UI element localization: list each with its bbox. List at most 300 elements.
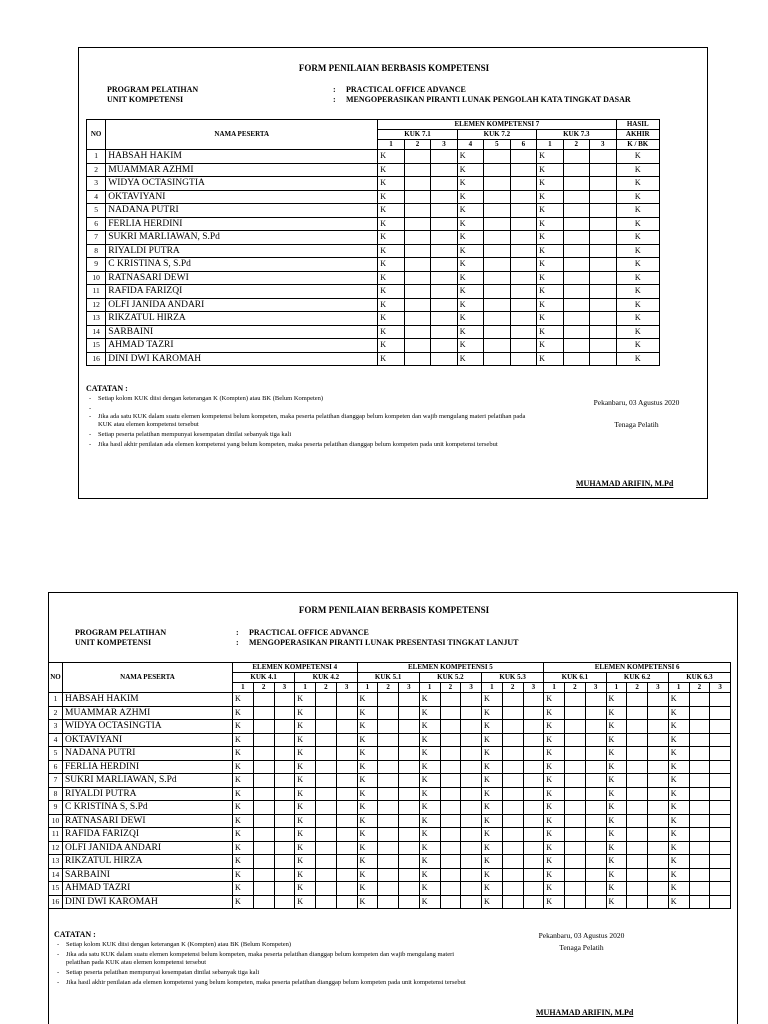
score-cell: K (233, 814, 254, 828)
score-cell: K (378, 163, 404, 177)
result-cell: K (616, 217, 659, 231)
score-cell: K (357, 774, 378, 788)
score-cell (523, 841, 544, 855)
table-row (87, 298, 660, 312)
score-cell (648, 855, 669, 869)
score-cell (648, 706, 669, 720)
sub-col: 2 (316, 683, 337, 693)
score-cell (431, 217, 457, 231)
row-number: 3 (87, 177, 106, 191)
score-cell: K (419, 828, 440, 842)
score-cell (563, 285, 589, 299)
score-cell (510, 312, 536, 326)
participant-name: AHMAD TAZRI (63, 882, 233, 896)
score-cell (253, 733, 274, 747)
score-cell (590, 352, 617, 366)
score-cell: K (357, 868, 378, 882)
score-cell: K (419, 855, 440, 869)
participant-name: RIYALDI PUTRA (63, 787, 233, 801)
result-cell: K (616, 258, 659, 272)
kuk-header: KUK 5.3 (482, 673, 544, 683)
score-cell (565, 720, 586, 734)
score-cell: K (378, 339, 404, 353)
score-cell (689, 693, 710, 707)
score-cell (585, 693, 606, 707)
score-cell: K (233, 841, 254, 855)
score-cell (563, 312, 589, 326)
score-cell (510, 150, 536, 164)
participant-name: SUKRI MARLIAWAN, S.Pd (63, 774, 233, 788)
participant-name: RIKZATUL HIRZA (106, 312, 378, 326)
score-cell: K (537, 312, 563, 326)
score-cell (274, 801, 295, 815)
signer-name: MUHAMAD ARIFIN, M.Pd (536, 1008, 634, 1017)
score-cell: K (606, 733, 627, 747)
score-cell (431, 298, 457, 312)
score-cell (274, 841, 295, 855)
score-cell: K (544, 733, 565, 747)
score-cell (689, 855, 710, 869)
score-cell (502, 882, 523, 896)
notes-section (54, 931, 474, 989)
col-no-header: NO (87, 120, 106, 150)
score-cell (590, 231, 617, 245)
score-cell (440, 774, 461, 788)
kuk-header: KUK 7.3 (537, 130, 616, 140)
score-cell (689, 747, 710, 761)
participant-name: OKTAVIYANI (106, 190, 378, 204)
result-cell: K (616, 163, 659, 177)
score-cell: K (357, 882, 378, 896)
element-header: ELEMEN KOMPETENSI 7 (378, 120, 616, 130)
signer-role: Tenaga Pelatih (614, 420, 659, 429)
score-cell (563, 352, 589, 366)
participant-name: SUKRI MARLIAWAN, S.Pd (106, 231, 378, 245)
score-cell: K (419, 814, 440, 828)
score-cell: K (544, 720, 565, 734)
score-cell (590, 217, 617, 231)
score-cell: K (668, 855, 689, 869)
score-cell (274, 760, 295, 774)
score-cell (336, 814, 357, 828)
kbk-header: K / BK (616, 140, 659, 150)
score-cell (510, 285, 536, 299)
sub-col: 1 (668, 683, 689, 693)
note-item: - Setiap kolom KUK diisi dengan keterangan K (Kompten) atau BK (Belum Kompeten) (86, 395, 526, 403)
score-cell (627, 774, 648, 788)
score-cell: K (378, 352, 404, 366)
score-cell (590, 190, 617, 204)
score-cell (689, 720, 710, 734)
score-cell (565, 814, 586, 828)
score-cell (399, 801, 420, 815)
score-cell: K (537, 271, 563, 285)
score-cell (484, 285, 510, 299)
score-cell: K (606, 693, 627, 707)
score-cell: K (544, 760, 565, 774)
score-cell (404, 150, 430, 164)
score-cell (404, 298, 430, 312)
score-cell (274, 828, 295, 842)
score-cell (336, 868, 357, 882)
score-cell: K (295, 855, 316, 869)
score-cell (627, 814, 648, 828)
score-cell (565, 787, 586, 801)
table-row (49, 747, 731, 761)
score-cell: K (544, 828, 565, 842)
row-number: 6 (49, 760, 63, 774)
result-cell: K (616, 204, 659, 218)
row-number: 14 (87, 325, 106, 339)
score-cell: K (357, 801, 378, 815)
score-cell (648, 828, 669, 842)
score-cell (440, 693, 461, 707)
score-cell: K (482, 855, 503, 869)
score-cell: K (668, 760, 689, 774)
score-cell (461, 801, 482, 815)
col-name-header: NAMA PESERTA (63, 663, 233, 693)
program-colon: : (333, 85, 336, 94)
participant-name: HABSAH HAKIM (106, 150, 378, 164)
row-number: 15 (49, 882, 63, 896)
score-cell: K (457, 190, 483, 204)
score-cell (404, 325, 430, 339)
score-cell (590, 177, 617, 191)
score-cell (510, 163, 536, 177)
score-cell (648, 868, 669, 882)
score-cell (440, 787, 461, 801)
score-cell (440, 882, 461, 896)
table-row (49, 760, 731, 774)
score-cell (336, 706, 357, 720)
result-cell: K (616, 177, 659, 191)
table-row (87, 258, 660, 272)
sub-col: 3 (590, 140, 617, 150)
score-cell (378, 720, 399, 734)
participant-name: DINI DWI KAROMAH (106, 352, 378, 366)
kuk-header: KUK 4.2 (295, 673, 357, 683)
participant-name: AHMAD TAZRI (106, 339, 378, 353)
result-cell: K (616, 298, 659, 312)
score-cell (585, 882, 606, 896)
score-cell (253, 814, 274, 828)
score-cell: K (357, 787, 378, 801)
table-row (87, 150, 660, 164)
score-cell (461, 720, 482, 734)
row-number: 9 (87, 258, 106, 272)
participant-name: DINI DWI KAROMAH (63, 895, 233, 909)
score-cell (399, 774, 420, 788)
table-row (87, 231, 660, 245)
result-cell: K (616, 325, 659, 339)
table-row (49, 720, 731, 734)
score-cell (563, 325, 589, 339)
participant-name: NADANA PUTRI (106, 204, 378, 218)
table-row (87, 285, 660, 299)
table-row (49, 706, 731, 720)
score-cell: K (668, 882, 689, 896)
score-cell (510, 352, 536, 366)
row-number: 2 (49, 706, 63, 720)
col-name-header: NAMA PESERTA (106, 120, 378, 150)
score-cell (316, 801, 337, 815)
score-cell (565, 760, 586, 774)
akhir-header: AKHIR (616, 130, 659, 140)
unit-colon: : (333, 95, 336, 104)
score-cell: K (606, 882, 627, 896)
score-cell (461, 841, 482, 855)
score-cell (627, 760, 648, 774)
score-cell (710, 720, 731, 734)
row-number: 5 (87, 204, 106, 218)
score-cell (484, 312, 510, 326)
score-cell (431, 150, 457, 164)
score-cell: K (378, 177, 404, 191)
row-number: 8 (87, 244, 106, 258)
score-cell: K (668, 720, 689, 734)
score-cell: K (537, 352, 563, 366)
table-row (87, 325, 660, 339)
sub-col: 1 (537, 140, 563, 150)
score-cell: K (233, 801, 254, 815)
element-header: ELEMEN KOMPETENSI 5 (357, 663, 544, 673)
score-cell: K (457, 244, 483, 258)
score-cell: K (537, 177, 563, 191)
score-cell (316, 787, 337, 801)
score-cell: K (378, 244, 404, 258)
score-cell (461, 774, 482, 788)
notes-heading: CATATAN : (54, 930, 96, 939)
result-cell: K (616, 352, 659, 366)
score-cell: K (544, 747, 565, 761)
score-cell (648, 774, 669, 788)
score-cell: K (295, 868, 316, 882)
score-cell: K (357, 814, 378, 828)
score-cell: K (357, 841, 378, 855)
score-cell (502, 774, 523, 788)
score-cell (502, 747, 523, 761)
table-row (49, 828, 731, 842)
score-cell (710, 706, 731, 720)
score-cell (274, 706, 295, 720)
score-cell (253, 787, 274, 801)
score-cell (627, 801, 648, 815)
score-cell: K (606, 774, 627, 788)
row-number: 16 (49, 895, 63, 909)
score-cell: K (295, 706, 316, 720)
score-cell (710, 841, 731, 855)
note-item: - Setiap peserta pelatihan mempunyai kesempatan dinilai sebanyak tiga kali (86, 431, 526, 439)
score-cell (440, 895, 461, 909)
score-cell (378, 814, 399, 828)
score-cell: K (357, 693, 378, 707)
table-row (49, 693, 731, 707)
score-cell (689, 733, 710, 747)
score-cell (484, 190, 510, 204)
score-cell (585, 868, 606, 882)
score-cell (399, 895, 420, 909)
participant-name: SARBAINI (106, 325, 378, 339)
table-row (87, 217, 660, 231)
table-row (49, 733, 731, 747)
unit-colon: : (236, 638, 239, 647)
score-cell (316, 828, 337, 842)
score-cell: K (668, 787, 689, 801)
score-cell: K (419, 733, 440, 747)
score-cell (404, 163, 430, 177)
score-cell (253, 801, 274, 815)
score-cell (274, 693, 295, 707)
score-cell (431, 204, 457, 218)
score-cell (648, 801, 669, 815)
score-cell (510, 244, 536, 258)
score-cell (590, 298, 617, 312)
score-cell (689, 841, 710, 855)
sub-col: 1 (378, 140, 404, 150)
col-no-header: NO (49, 663, 63, 693)
score-cell: K (295, 801, 316, 815)
sub-col: 3 (431, 140, 457, 150)
assessment-form-2 (48, 592, 738, 1024)
score-cell (648, 747, 669, 761)
score-cell (502, 855, 523, 869)
note-item (86, 405, 526, 411)
score-cell (648, 882, 669, 896)
score-cell: K (668, 693, 689, 707)
row-number: 11 (87, 285, 106, 299)
score-cell: K (419, 774, 440, 788)
score-cell: K (233, 882, 254, 896)
score-cell (710, 828, 731, 842)
score-cell: K (295, 787, 316, 801)
score-cell (431, 312, 457, 326)
participant-name: WIDYA OCTASINGTIA (106, 177, 378, 191)
score-cell (627, 841, 648, 855)
score-cell (484, 258, 510, 272)
score-cell (404, 258, 430, 272)
score-cell (627, 747, 648, 761)
score-cell (585, 814, 606, 828)
element-header: ELEMEN KOMPETENSI 6 (544, 663, 731, 673)
score-cell (510, 339, 536, 353)
score-cell (502, 760, 523, 774)
score-cell: K (357, 706, 378, 720)
score-cell (378, 747, 399, 761)
score-cell: K (537, 217, 563, 231)
score-cell (316, 760, 337, 774)
score-cell (253, 882, 274, 896)
score-cell (461, 787, 482, 801)
score-cell: K (357, 760, 378, 774)
score-cell (253, 828, 274, 842)
score-cell (440, 801, 461, 815)
score-cell (404, 352, 430, 366)
score-cell: K (482, 760, 503, 774)
program-label: PROGRAM PELATIHAN (107, 85, 199, 94)
score-cell (523, 855, 544, 869)
score-cell (565, 841, 586, 855)
score-cell (378, 760, 399, 774)
score-cell (316, 774, 337, 788)
sub-col: 3 (399, 683, 420, 693)
score-cell (565, 801, 586, 815)
score-cell (710, 747, 731, 761)
score-cell (316, 814, 337, 828)
row-number: 7 (49, 774, 63, 788)
score-cell: K (457, 150, 483, 164)
score-cell (627, 868, 648, 882)
sub-col: 2 (689, 683, 710, 693)
score-cell (710, 774, 731, 788)
score-cell (399, 747, 420, 761)
score-cell (585, 787, 606, 801)
table-row (49, 855, 731, 869)
sub-col: 1 (233, 683, 254, 693)
score-cell (648, 814, 669, 828)
score-cell (316, 733, 337, 747)
score-cell (502, 693, 523, 707)
score-cell (585, 801, 606, 815)
score-cell (336, 787, 357, 801)
score-cell: K (378, 150, 404, 164)
row-number: 4 (49, 733, 63, 747)
participant-name: SARBAINI (63, 868, 233, 882)
sub-col: 3 (710, 683, 731, 693)
score-cell (336, 882, 357, 896)
score-cell (431, 271, 457, 285)
row-number: 16 (87, 352, 106, 366)
score-cell (316, 706, 337, 720)
score-cell: K (668, 895, 689, 909)
score-cell: K (606, 747, 627, 761)
score-cell: K (233, 787, 254, 801)
score-cell (710, 760, 731, 774)
score-cell: K (378, 258, 404, 272)
score-cell: K (544, 855, 565, 869)
score-cell (316, 895, 337, 909)
place-date: Pekanbaru, 03 Agustus 2020 (593, 398, 680, 407)
score-cell (440, 814, 461, 828)
score-cell (689, 868, 710, 882)
score-cell: K (457, 163, 483, 177)
participant-name: OLFI JANIDA ANDARI (63, 841, 233, 855)
score-cell (274, 855, 295, 869)
participant-name: WIDYA OCTASINGTIA (63, 720, 233, 734)
score-cell (565, 706, 586, 720)
score-cell (316, 747, 337, 761)
score-cell: K (457, 285, 483, 299)
score-cell (404, 285, 430, 299)
row-number: 7 (87, 231, 106, 245)
score-cell (274, 747, 295, 761)
score-cell (627, 720, 648, 734)
score-cell: K (457, 352, 483, 366)
score-cell (627, 693, 648, 707)
score-cell (510, 325, 536, 339)
result-cell: K (616, 339, 659, 353)
score-cell: K (457, 177, 483, 191)
score-cell: K (544, 882, 565, 896)
score-cell: K (295, 720, 316, 734)
kuk-header: KUK 7.1 (378, 130, 457, 140)
score-cell (253, 855, 274, 869)
result-cell: K (616, 150, 659, 164)
score-cell (590, 204, 617, 218)
score-cell (648, 720, 669, 734)
score-cell (502, 720, 523, 734)
score-cell: K (457, 325, 483, 339)
kuk-header: KUK 7.2 (457, 130, 536, 140)
